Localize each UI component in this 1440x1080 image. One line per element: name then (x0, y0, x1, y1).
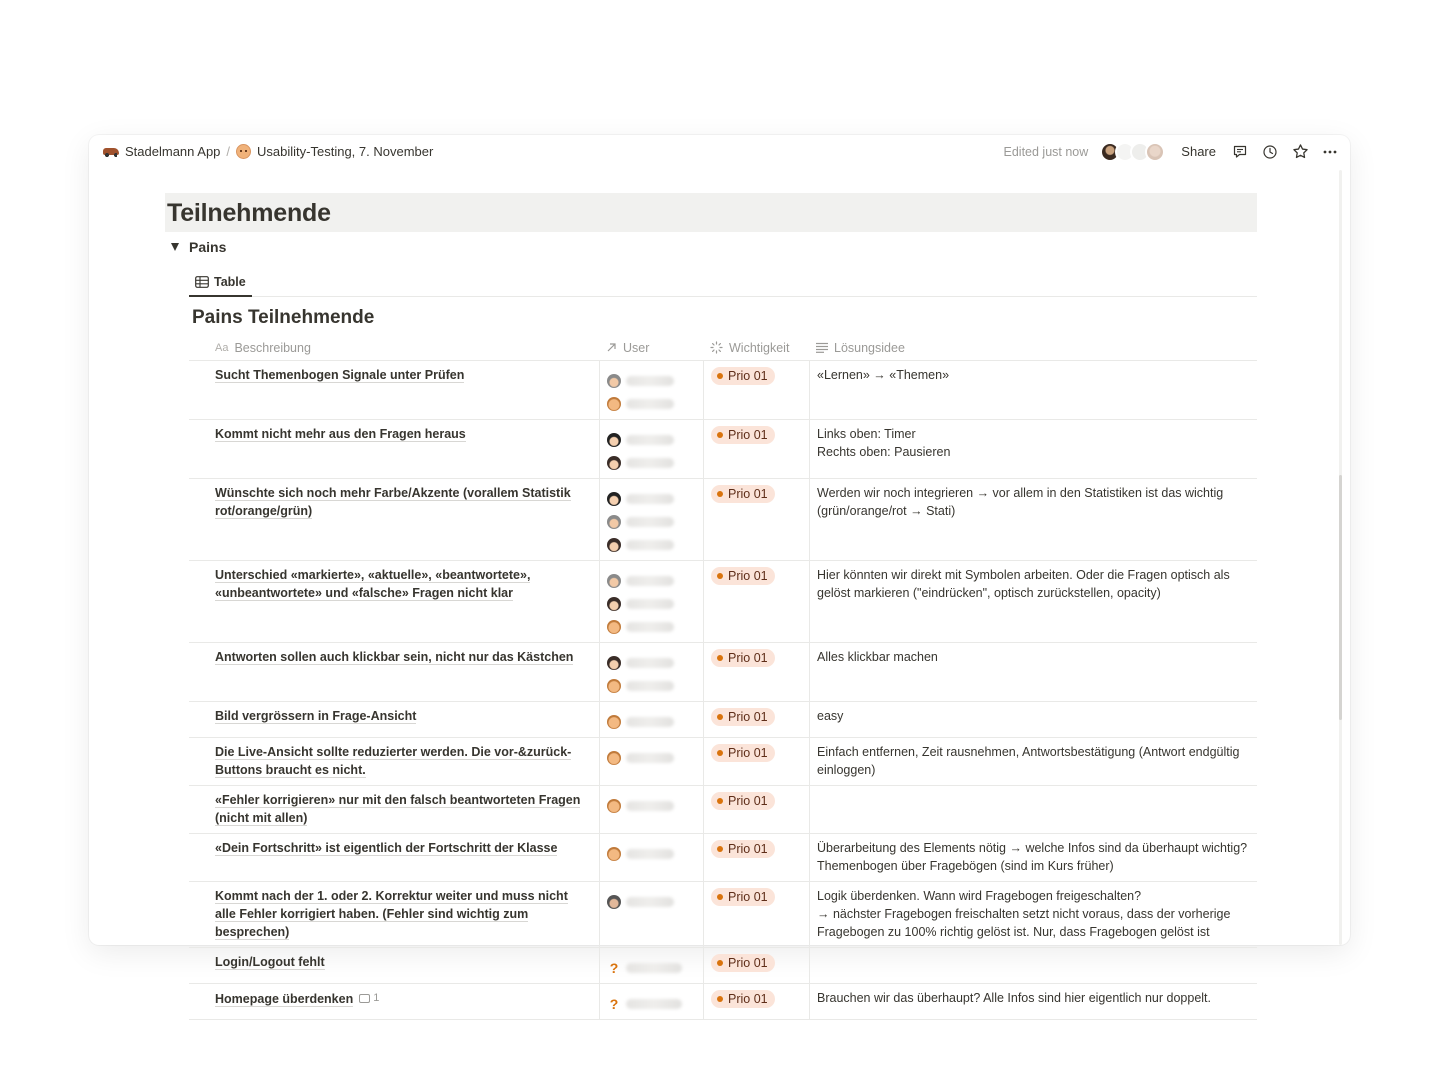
user-chip[interactable] (607, 959, 696, 977)
user-chip[interactable] (607, 395, 696, 413)
cell-user[interactable] (599, 834, 703, 881)
question-mark-icon: ? (609, 996, 619, 1012)
status-label: Prio 01 (728, 428, 768, 442)
user-name-redacted (626, 717, 674, 727)
user-avatar-icon (607, 656, 621, 670)
loesungsidee-text: Hier könnten wir direkt mit Symbolen arbeiten. Oder die Fragen optisch als gelöst markieren ("eindrücken", optisch zurückstellen, opacity) (817, 568, 1230, 600)
status-dot-icon (717, 714, 723, 720)
table-row[interactable] (189, 643, 1257, 702)
user-chip[interactable] (607, 654, 696, 672)
loesungsidee-text: Logik überdenken. Wann wird Fragebogen freigeschalten? → nächster Fragebogen freischalten setzt nicht voraus, dass der vorherige Fragebogen zu 100% richtig gelöst ist. Nur, dass Fragebogen gelöst ist (817, 889, 1231, 939)
table-row[interactable] (189, 561, 1257, 643)
cell-wichtigkeit[interactable] (703, 361, 809, 419)
status-dot-icon (717, 960, 723, 966)
column-header-loesungsidee[interactable] (809, 335, 1257, 360)
status-label: Prio 01 (728, 992, 768, 1006)
comment-count[interactable] (359, 989, 379, 1007)
user-avatar-icon (607, 456, 621, 470)
cell-loesungsidee[interactable] (809, 420, 1257, 478)
user-list (607, 989, 696, 1013)
status-label: Prio 01 (728, 710, 768, 724)
user-list (607, 839, 696, 863)
view-tabs (189, 269, 1257, 297)
cell-beschreibung[interactable] (189, 882, 599, 947)
row-title[interactable]: Login/Logout fehlt (215, 955, 325, 969)
arrow-icon (606, 342, 617, 353)
user-chip[interactable] (607, 893, 696, 911)
user-avatar-icon (607, 715, 621, 729)
cell-beschreibung[interactable] (189, 948, 599, 983)
status-dot-icon (717, 655, 723, 661)
avatar[interactable] (1145, 142, 1165, 162)
status-badge[interactable] (711, 649, 775, 667)
status-badge[interactable] (711, 840, 775, 858)
scrollbar-thumb[interactable] (1339, 475, 1342, 720)
question-mark-icon: ? (609, 960, 619, 976)
user-name-redacted (626, 599, 674, 609)
column-header-beschreibung[interactable] (189, 335, 599, 360)
cell-beschreibung[interactable] (189, 361, 599, 419)
cell-wichtigkeit[interactable] (703, 420, 809, 478)
toggle-triangle-icon[interactable] (171, 243, 179, 251)
cell-beschreibung[interactable] (189, 702, 599, 737)
column-label: User (623, 340, 650, 355)
loesungsidee-text: Links oben: Timer Rechts oben: Pausieren (817, 427, 951, 459)
status-badge[interactable] (711, 792, 775, 810)
table-row[interactable] (189, 948, 1257, 984)
status-label: Prio 01 (728, 794, 768, 808)
tab-table[interactable] (189, 269, 252, 297)
user-chip[interactable] (607, 572, 696, 590)
cell-user[interactable] (599, 948, 703, 983)
status-dot-icon (717, 373, 723, 379)
status-label: Prio 01 (728, 746, 768, 760)
toggle-label: Pains (189, 239, 227, 255)
cell-beschreibung[interactable] (189, 643, 599, 701)
more-icon[interactable] (1320, 142, 1340, 162)
table-row[interactable] (189, 882, 1257, 948)
user-avatar-icon (607, 847, 621, 861)
cell-user[interactable] (599, 882, 703, 947)
user-avatar-icon (607, 751, 621, 765)
table-body (189, 361, 1257, 1020)
cell-loesungsidee[interactable] (809, 882, 1257, 947)
status-dot-icon (717, 432, 723, 438)
status-label: Prio 01 (728, 487, 768, 501)
cell-user[interactable] (599, 643, 703, 701)
history-icon[interactable] (1260, 142, 1280, 162)
cell-beschreibung[interactable] (189, 561, 599, 642)
user-avatar-icon (607, 679, 621, 693)
user-chip[interactable] (607, 595, 696, 613)
cell-beschreibung[interactable] (189, 786, 599, 833)
loesungsidee-text: Einfach entfernen, Zeit rausnehmen, Antwortsbestätigung (Antwort endgültig einloggen) (817, 745, 1240, 777)
cell-beschreibung[interactable] (189, 834, 599, 881)
cell-user[interactable] (599, 420, 703, 478)
cell-loesungsidee[interactable] (809, 786, 1257, 833)
row-title[interactable]: Unterschied «markierte», «aktuelle», «beantwortete», «unbeantwortete» und «falsche» Fragen nicht klar (215, 568, 531, 600)
user-chip[interactable] (607, 677, 696, 695)
table-header (189, 335, 1257, 361)
cell-wichtigkeit[interactable] (703, 702, 809, 737)
row-title[interactable]: Bild vergrössern in Frage-Ansicht (215, 709, 417, 723)
cell-beschreibung[interactable] (189, 479, 599, 560)
user-name-redacted (626, 622, 674, 632)
column-label: Beschreibung (234, 340, 311, 355)
toggle-pains[interactable] (171, 239, 226, 255)
loesungsidee-text: «Lernen» → «Themen» (817, 368, 950, 382)
status-label: Prio 01 (728, 369, 768, 383)
status-label: Prio 01 (728, 956, 768, 970)
column-label: Wichtigkeit (729, 340, 790, 355)
text-lines-icon (816, 342, 828, 353)
user-name-redacted (626, 963, 682, 973)
collaborator-avatars[interactable] (1100, 142, 1165, 162)
table-row[interactable] (189, 361, 1257, 420)
user-list (607, 953, 696, 977)
status-label: Prio 01 (728, 890, 768, 904)
user-chip[interactable] (607, 995, 696, 1013)
user-name-redacted (626, 399, 674, 409)
user-avatar-icon (607, 397, 621, 411)
table-icon (195, 276, 209, 288)
face-emoji-icon (236, 144, 251, 159)
user-name-redacted (626, 517, 674, 527)
user-name-redacted (626, 540, 674, 550)
user-chip[interactable] (607, 749, 696, 767)
row-title[interactable]: Wünschte sich noch mehr Farbe/Akzente (vorallem Statistik rot/orange/grün) (215, 486, 571, 518)
user-avatar-icon (607, 574, 621, 588)
status-dot-icon (717, 491, 723, 497)
cell-user[interactable] (599, 738, 703, 785)
status-dot-icon (717, 894, 723, 900)
cell-user[interactable] (599, 561, 703, 642)
cell-wichtigkeit[interactable] (703, 984, 809, 1019)
cell-loesungsidee[interactable] (809, 479, 1257, 560)
row-title[interactable]: Die Live-Ansicht sollte reduzierter werden. Die vor-&zurück-Buttons braucht es nicht. (215, 745, 572, 777)
share-button[interactable]: Share (1181, 144, 1216, 159)
column-label: Lösungsidee (834, 340, 905, 355)
user-avatar-icon (607, 597, 621, 611)
car-icon (103, 146, 119, 157)
cell-user[interactable] (599, 984, 703, 1019)
user-avatar-icon (607, 799, 621, 813)
user-name-redacted (626, 435, 674, 445)
cell-loesungsidee[interactable] (809, 643, 1257, 701)
user-chip[interactable] (607, 845, 696, 863)
user-list (607, 791, 696, 815)
cell-beschreibung[interactable] (189, 984, 599, 1019)
status-dot-icon (717, 573, 723, 579)
status-dot-icon (717, 996, 723, 1002)
database-title[interactable]: Pains Teilnehmende (192, 307, 375, 328)
user-chip[interactable] (607, 797, 696, 815)
user-list (607, 707, 696, 731)
star-icon[interactable] (1290, 142, 1310, 162)
cell-wichtigkeit[interactable] (703, 479, 809, 560)
user-chip[interactable] (607, 490, 696, 508)
table-row[interactable] (189, 738, 1257, 786)
cell-wichtigkeit[interactable] (703, 738, 809, 785)
status-dot-icon (717, 750, 723, 756)
user-list (607, 425, 696, 472)
table-row[interactable] (189, 786, 1257, 834)
status-badge[interactable] (711, 567, 775, 585)
cell-loesungsidee[interactable] (809, 948, 1257, 983)
user-list (607, 366, 696, 413)
user-name-redacted (626, 897, 674, 907)
notion-window (89, 135, 1350, 1012)
cell-loesungsidee[interactable] (809, 834, 1257, 881)
user-name-redacted (626, 753, 674, 763)
row-title[interactable]: Antworten sollen auch klickbar sein, nicht nur das Kästchen (215, 650, 574, 664)
cell-wichtigkeit[interactable] (703, 948, 809, 983)
row-title[interactable]: Sucht Themenbogen Signale unter Prüfen (215, 368, 465, 382)
cell-loesungsidee[interactable] (809, 984, 1257, 1019)
status-badge[interactable] (711, 990, 775, 1008)
row-title[interactable]: «Fehler korrigieren» nur mit den falsch beantworteten Fragen (nicht mit allen) (215, 793, 581, 825)
cell-beschreibung[interactable] (189, 738, 599, 785)
cell-user[interactable] (599, 786, 703, 833)
user-name-redacted (626, 458, 674, 468)
user-avatar-icon (607, 515, 621, 529)
breadcrumb-page-label: Usability-Testing, 7. November (257, 144, 434, 159)
user-avatar-icon (607, 492, 621, 506)
row-title[interactable]: «Dein Fortschritt» ist eigentlich der Fortschritt der Klasse (215, 841, 558, 855)
cell-beschreibung[interactable] (189, 420, 599, 478)
cell-user[interactable] (599, 479, 703, 560)
user-chip[interactable] (607, 536, 696, 554)
cell-wichtigkeit[interactable] (703, 786, 809, 833)
loesungsidee-text: Überarbeitung des Elements nötig → welche Infos sind da überhaupt wichtig? Themenbogen über Fragebögen (sind im Kurs früher) (817, 841, 1248, 873)
user-list (607, 648, 696, 695)
user-avatar-icon (607, 538, 621, 552)
user-name-redacted (626, 576, 674, 586)
cell-loesungsidee[interactable] (809, 361, 1257, 419)
text-type-icon: Aa (215, 341, 229, 354)
cell-loesungsidee[interactable] (809, 561, 1257, 642)
user-chip[interactable] (607, 713, 696, 731)
breadcrumb-page[interactable] (232, 142, 437, 161)
table-row[interactable] (189, 702, 1257, 738)
loesungsidee-text: Werden wir noch integrieren → vor allem in den Statistiken ist das wichtig (grün/orange/rot → Stati) (817, 486, 1224, 518)
status-badge[interactable] (711, 708, 775, 726)
status-badge[interactable] (711, 744, 775, 762)
user-list (607, 887, 696, 911)
user-chip[interactable] (607, 618, 696, 636)
table-row[interactable] (189, 984, 1257, 1020)
status-badge[interactable] (711, 485, 775, 503)
cell-loesungsidee[interactable] (809, 702, 1257, 737)
user-name-redacted (626, 681, 674, 691)
user-name-redacted (626, 849, 674, 859)
user-chip[interactable] (607, 431, 696, 449)
tab-table-label: Table (214, 275, 246, 289)
user-chip[interactable] (607, 454, 696, 472)
cell-wichtigkeit[interactable] (703, 561, 809, 642)
row-title[interactable]: Homepage überdenken (215, 991, 354, 1006)
table-row[interactable] (189, 479, 1257, 561)
user-avatar-icon (607, 895, 621, 909)
user-list (607, 566, 696, 636)
cell-loesungsidee[interactable] (809, 738, 1257, 785)
row-title[interactable]: Kommt nicht mehr aus den Fragen heraus (215, 427, 466, 441)
cell-wichtigkeit[interactable] (703, 834, 809, 881)
user-chip[interactable] (607, 372, 696, 390)
column-header-wichtigkeit[interactable] (703, 335, 809, 360)
breadcrumb-separator: / (226, 144, 231, 159)
user-chip[interactable] (607, 513, 696, 531)
comment-count-label: 1 (373, 992, 380, 1004)
status-label: Prio 01 (728, 569, 768, 583)
loesungsidee-text: Alles klickbar machen (817, 650, 938, 664)
user-avatar-icon (607, 374, 621, 388)
user-avatar-icon (607, 433, 621, 447)
status-dot-icon (717, 846, 723, 852)
table-row[interactable] (189, 834, 1257, 882)
status-badge[interactable] (711, 888, 775, 906)
user-avatar-icon (607, 620, 621, 634)
comment-icon (359, 994, 370, 1003)
status-dot-icon (717, 798, 723, 804)
loesungsidee-text: Brauchen wir das überhaupt? Alle Infos sind hier eigentlich nur doppelt. (817, 991, 1212, 1005)
loesungsidee-text: easy (817, 709, 844, 723)
topbar-actions (1004, 142, 1340, 162)
status-badge[interactable] (711, 954, 775, 972)
user-name-redacted (626, 658, 674, 668)
user-name-redacted (626, 376, 674, 386)
cell-wichtigkeit[interactable] (703, 882, 809, 947)
cell-wichtigkeit[interactable] (703, 643, 809, 701)
status-badge[interactable] (711, 426, 775, 444)
breadcrumb-workspace-label: Stadelmann App (125, 144, 221, 159)
comment-icon[interactable] (1230, 142, 1250, 162)
cell-user[interactable] (599, 361, 703, 419)
user-name-redacted (626, 999, 682, 1009)
table-row[interactable] (189, 420, 1257, 479)
cell-user[interactable] (599, 702, 703, 737)
breadcrumb-workspace[interactable] (99, 142, 224, 161)
user-list (607, 484, 696, 554)
status-badge[interactable] (711, 367, 775, 385)
user-name-redacted (626, 801, 674, 811)
status-label: Prio 01 (728, 651, 768, 665)
database-table (189, 335, 1257, 1020)
status-label: Prio 01 (728, 842, 768, 856)
page-heading: Teilnehmende (165, 193, 1257, 232)
column-header-user[interactable] (599, 335, 703, 360)
loading-icon (710, 341, 723, 354)
user-list (607, 743, 696, 767)
user-name-redacted (626, 494, 674, 504)
row-title[interactable]: Kommt nach der 1. oder 2. Korrektur weiter und muss nicht alle Fehler korrigiert haben. (Fehler sind wichtig zum besprechen) (215, 889, 568, 939)
topbar (89, 135, 1350, 168)
edited-status: Edited just now (1003, 144, 1089, 159)
